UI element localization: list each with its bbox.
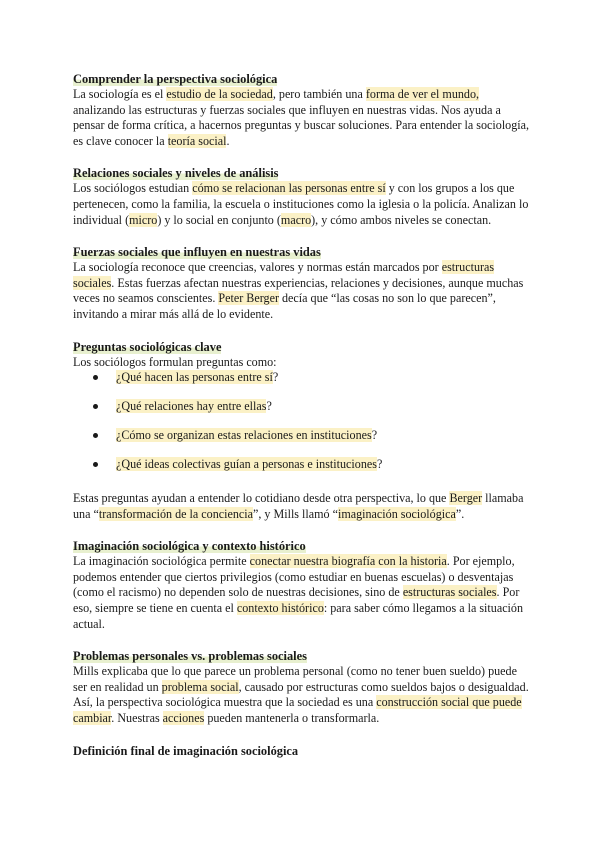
section-relaciones — [73, 166, 531, 228]
section-heading: Problemas personales vs. problemas sociales — [73, 649, 307, 664]
question-list — [73, 370, 531, 473]
list-item: ¿Qué relaciones hay entre ellas? — [73, 399, 531, 415]
bullet-icon — [93, 462, 98, 467]
section-heading: Relaciones sociales y niveles de análisis — [73, 166, 279, 181]
section-heading: Definición final de imaginación sociológica — [73, 743, 299, 758]
section-intro: Los sociólogos formulan preguntas como: — [73, 354, 277, 369]
section-paragraph: Mills explicaba que lo que parece un problema personal (como no tener buen sueldo) puede ser en realidad un problema social, causado por estructuras como sueldos bajos o desigualdad. Así, la perspectiva sociológica muestra que la sociedad es una construcción social que puede cambiar. Nuestras acciones pueden mantenerla o transformarla. — [73, 664, 529, 725]
list-item: ¿Qué ideas colectivas guían a personas e instituciones? — [73, 457, 531, 473]
section-paragraph: Estas preguntas ayudan a entender lo cotidiano desde otra perspectiva, lo que Berger llamaba una “transformación de la conciencia”, y Mills llamó “imaginación sociológica”. — [73, 491, 524, 521]
section-heading: Imaginación sociológica y contexto histórico — [73, 539, 306, 554]
list-item: ¿Cómo se organizan estas relaciones en instituciones? — [73, 428, 531, 444]
section-perspectiva — [73, 72, 531, 149]
document-page — [73, 72, 531, 776]
section-problemas — [73, 649, 531, 726]
list-item: ¿Qué hacen las personas entre sí? — [73, 370, 531, 386]
section-heading: Fuerzas sociales que influyen en nuestras vidas — [73, 245, 321, 260]
section-preguntas — [73, 340, 531, 523]
section-fuerzas — [73, 245, 531, 322]
section-paragraph: La imaginación sociológica permite conectar nuestra biografía con la historia. Por ejemplo, podemos entender que ciertos privilegios (como estudiar en buenas escuelas) o desventajas (como el racismo) no dependen solo de nuestras decisiones, sino de estructuras sociales. Por eso, siempre se tiene en cuenta el contexto histórico: para saber cómo llegamos a la situación actual. — [73, 554, 524, 631]
bullet-icon — [93, 404, 98, 409]
section-paragraph: La sociología es el estudio de la sociedad, pero también una forma de ver el mundo, analizando las estructuras y fuerzas sociales que influyen en nuestras vidas. Nos ayuda a pensar de forma crítica, a hacernos preguntas y buscar soluciones. Para entender la sociología, es clave conocer la teoría social. — [73, 87, 530, 148]
bullet-icon — [93, 433, 98, 438]
section-definicion — [73, 744, 531, 759]
section-paragraph: La sociología reconoce que creencias, valores y normas están marcados por estructuras sociales. Estas fuerzas afectan nuestras experiencias, relaciones y decisiones, aunque muchas veces no seamos conscientes. Peter Berger decía que “las cosas no son lo que parecen”, invitando a mirar más allá de lo evidente. — [73, 260, 524, 321]
bullet-icon — [93, 375, 98, 380]
section-imaginacion — [73, 539, 531, 632]
section-paragraph: Los sociólogos estudian cómo se relacionan las personas entre sí y con los grupos a los que pertenecen, como la familia, la escuela o instituciones como la iglesia o la policía. Analizan lo individual (micro) y lo social en conjunto (macro), y cómo ambos niveles se conectan. — [73, 181, 529, 227]
section-heading: Comprender la perspectiva sociológica — [73, 72, 278, 86]
section-heading: Preguntas sociológicas clave — [73, 339, 222, 354]
